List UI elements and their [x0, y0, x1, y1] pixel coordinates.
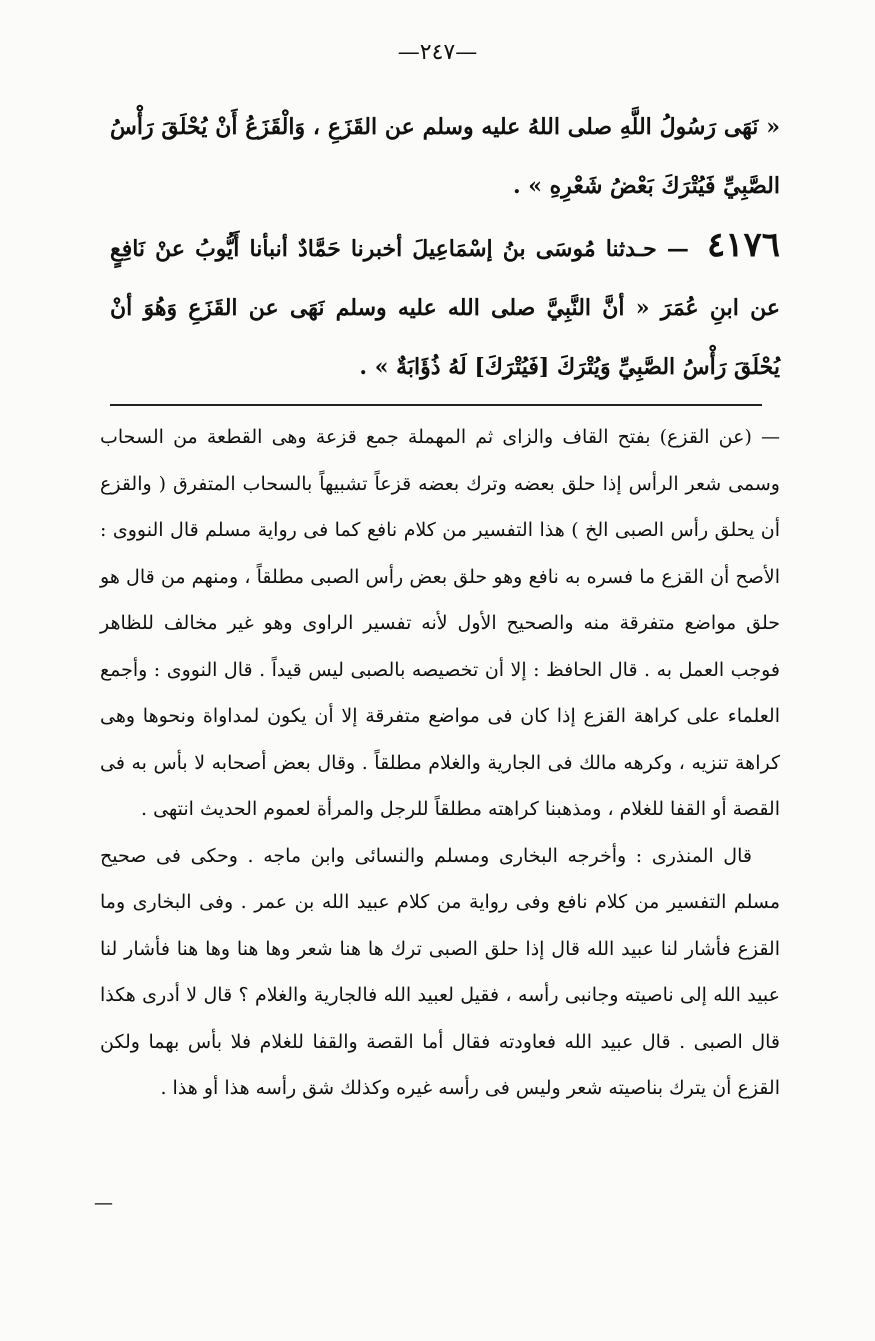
hadith-block	[110, 98, 780, 397]
commentary-block	[100, 414, 780, 1112]
hadith-number: ٤١٧٦	[706, 225, 780, 265]
hadith-text: — حـدثنا مُوسَى بنُ إسْمَاعِيلَ أخبرنا حَمَّادٌ أنبأنا أَيُّوبُ عنْ نَافِعٍ عن ابنِ عُمَرَ « أنَّ النَّبِيَّ صلى الله عليه وسلم نَهَى عن القَزَعِ وَهُوَ أنْ يُحْلَقَ رَأْسُ الصَّبِيِّ وَيُتْرَكَ [فَيُتْرَكَ] لَهُ ذُؤَابَةٌ » .	[110, 236, 780, 380]
commentary-paragraph-2: قال المنذرى : وأخرجه البخارى ومسلم والنسائى وابن ماجه . وحكى فى صحيح مسلم التفسير من كلام نافع وفى رواية من كلام عبيد الله بن عمر . وفى البخارى وما القزع فأشار لنا عبيد الله قال إذا حلق الصبى ترك ها هنا شعر وها هنا وها هنا فأشار لنا عبيد الله إلى ناصيته وجانبى رأسه ، فقيل لعبيد الله فالجارية والغلام ؟ قال لا أدرى هكذا قال الصبى . قال عبيد الله فعاودته فقال أما القصة والقفا للغلام فلا بأس بهما ولكن القزع أن يترك بناصيته شعر وليس فى رأسه غيره وكذلك شق رأسه هذا أو هذا .	[100, 844, 780, 1099]
hadith-entry	[110, 216, 780, 397]
continuation-dash: —	[94, 1192, 113, 1214]
hadith-previous-end: « نَهَى رَسُولُ اللَّهِ صلى اللهُ عليه وسلم عن القَزَعِ ، وَالْقَزَعُ أَنْ يُحْلَقَ رَأْسُ الصَّبِيِّ فَيُتْرَكَ بَعْضُ شَعْرِهِ » .	[110, 114, 780, 199]
commentary-paragraph-1: — (عن القزع) بفتح القاف والزاى ثم المهملة جمع قزعة وهى القطعة من السحاب وسمى شعر الرأس إذا حلق بعضه وترك بعضه قزعاً تشبيهاً بالسحاب المتفرق ( والقزع أن يحلق رأس الصبى الخ ) هذا التفسير من كلام نافع كما فى رواية مسلم قال النووى : الأصح أن القزع ما فسره به نافع وهو حلق بعض رأس الصبى مطلقاً ، ومنهم من قال هو حلق مواضع متفرقة منه والصحيح الأول لأنه تفسير الراوى وهو غير مخالف للظاهر فوجب العمل به . قال الحافظ : إلا أن تخصيصه بالصبى ليس قيداً . قال النووى : وأجمع العلماء على كراهة القزع إذا كان فى مواضع متفرقة إلا أن يكون لمداواة ونحوها وهى كراهة تنزيه ، وكرهه مالك فى الجارية والغلام مطلقاً . وقال بعض أصحابه لا بأس به فى القصة أو القفا للغلام ، ومذهبنا كراهته مطلقاً للرجل والمرأة لعموم الحديث انتهى .	[100, 426, 780, 820]
page-number: —٢٤٧—	[397, 40, 478, 65]
section-divider	[110, 404, 762, 406]
